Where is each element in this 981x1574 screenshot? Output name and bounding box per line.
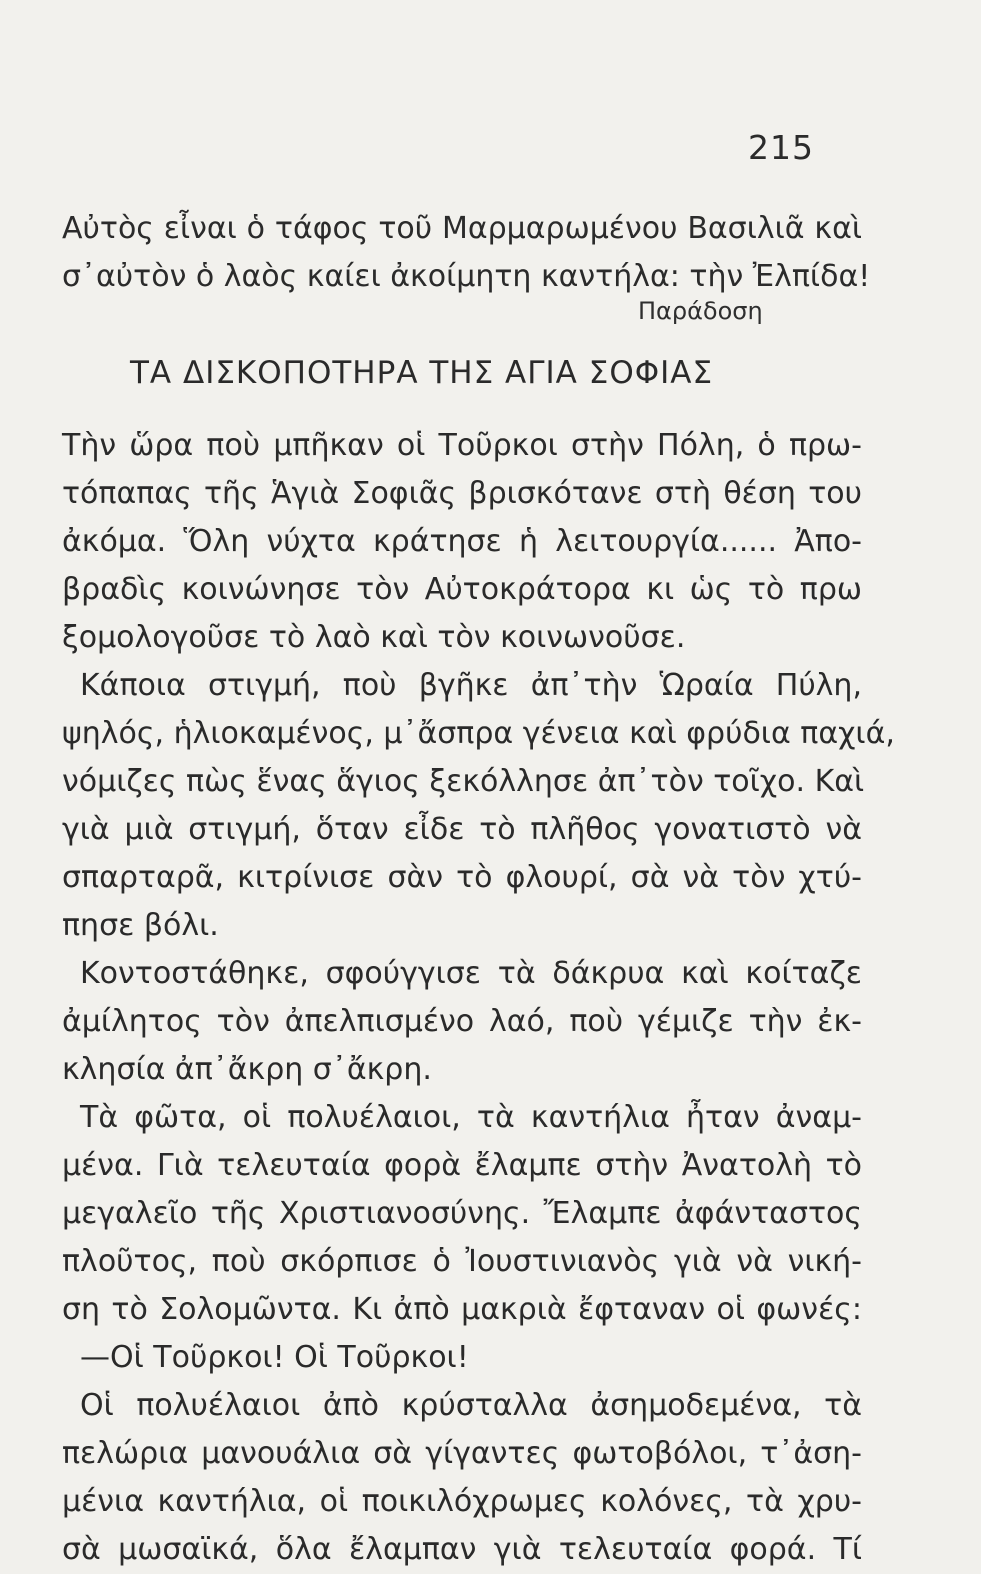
page-number: 215 [748,128,814,167]
body-line: μεγαλεῖο τῆς Χριστιανοσύνης. Ἔλαμπε ἀφάνταστος [62,1196,862,1231]
body-line: πησε βόλι. [62,908,219,943]
body-line: Κοντοστάθηκε, σφούγγισε τὰ δάκρυα καὶ κοίταζε [80,956,862,991]
body-line: σπαρταρᾶ, κιτρίνισε σὰν τὸ φλουρί, σὰ νὰ τὸν χτύ- [62,860,862,895]
body-line: πλοῦτος, ποὺ σκόρπισε ὁ Ἰουστινιανὸς γιὰ νὰ νική- [62,1244,862,1279]
body-line: μένια καντήλια, οἱ ποικιλόχρωμες κολόνες, τὰ χρυ- [62,1484,862,1519]
body-text [62,422,895,1574]
body-line: κλησία ἀπ᾽ἄκρη σ᾽ἄκρη. [62,1052,432,1087]
body-line: Οἱ πολυέλαιοι ἀπὸ κρύσταλλα ἀσημοδεμένα, τὰ [80,1388,862,1423]
body-line: ψηλός, ἡλιοκαμένος, μ᾽ἄσπρα γένεια καὶ φρύδια παχιά, [62,716,895,751]
body-line: γιὰ μιὰ στιγμή, ὅταν εἶδε τὸ πλῆθος γονατιστὸ νὰ [62,812,862,847]
body-line: ση τὸ Σολομῶντα. Κι ἀπὸ μακριὰ ἔφταναν οἱ φωνές: [62,1292,862,1327]
body-line: βραδὶς κοινώνησε τὸν Αὐτοκράτορα κι ὡς τὸ πρω [62,572,862,607]
body-line: ξομολογοῦσε τὸ λαὸ καὶ τὸν κοινωνοῦσε. [62,620,686,655]
body-line: πελώρια μανουάλια σὰ γίγαντες φωτοβόλοι, τ᾽ἀση- [62,1436,862,1471]
body-line: Τὰ φῶτα, οἱ πολυέλαιοι, τὰ καντήλια ἦταν ἀναμ- [80,1100,862,1135]
epigraph-line: σ᾽αὐτὸν ὁ λαὸς καίει ἀκοίμητη καντήλα: τὴν Ἐλπίδα! [62,259,871,294]
epigraph-line: Αὐτὸς εἶναι ὁ τάφος τοῦ Μαρμαρωμένου Βασιλιᾶ καὶ [62,211,862,246]
body-line: μένα. Γιὰ τελευταία φορὰ ἔλαμπε στὴν Ἀνατολὴ τὸ [62,1148,862,1183]
body-line: τόπαπας τῆς Ἁγιὰ Σοφιᾶς βρισκότανε στὴ θέση του [62,476,862,511]
body-line: ἀμίλητος τὸν ἀπελπισμένο λαό, ποὺ γέμιζε τὴν ἐκ- [62,1004,862,1039]
epigraph-source: Παράδοση [638,297,763,325]
body-line: νόμιζες πὼς ἕνας ἅγιος ξεκόλλησε ἀπ᾽τὸν τοῖχο. Καὶ [62,764,865,799]
epigraph [62,205,871,301]
chapter-title: ΤΑ ΔΙΣΚΟΠΟΤΗΡΑ ΤΗΣ ΑΓΙΑ ΣΟΦΙΑΣ [130,355,714,391]
body-line: Κάποια στιγμή, ποὺ βγῆκε ἀπ᾽τὴν Ὡραία Πύλη, [80,668,862,703]
body-line: —Οἱ Τοῦρκοι! Οἱ Τοῦρκοι! [80,1340,469,1375]
body-line: σὰ μωσαϊκά, ὅλα ἔλαμπαν γιὰ τελευταία φορά. Τί [62,1532,862,1567]
body-line: ἀκόμα. Ὅλη νύχτα κράτησε ἡ λειτουργία...... Ἀπο- [62,524,862,559]
body-line: Τὴν ὥρα ποὺ μπῆκαν οἱ Τοῦρκοι στὴν Πόλη, ὁ πρω- [62,428,862,463]
